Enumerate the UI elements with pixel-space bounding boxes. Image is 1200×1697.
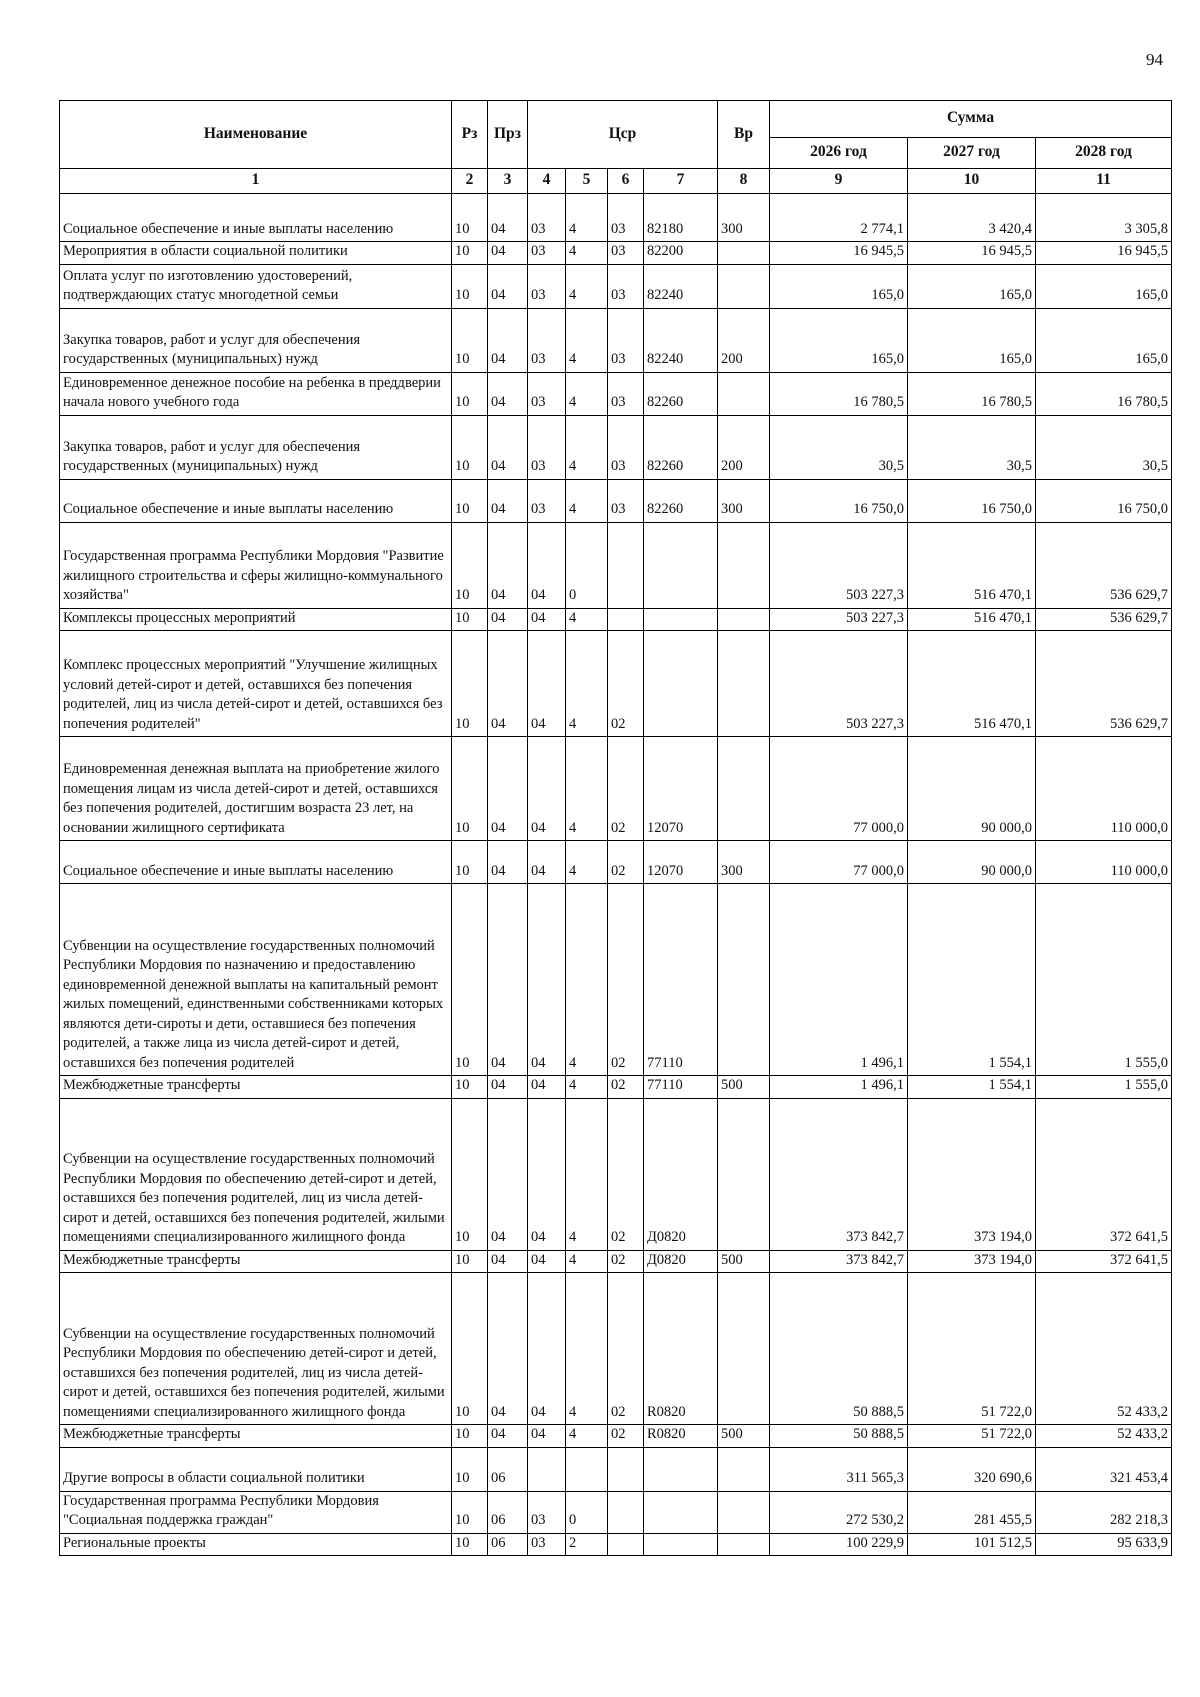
row-csr-1: 04 [528, 737, 566, 841]
table-row [60, 631, 1172, 737]
row-csr-3: 03 [608, 264, 644, 308]
row-vr [718, 1447, 770, 1491]
row-amount-2028: 52 433,2 [1036, 1273, 1172, 1425]
table-row [60, 1250, 1172, 1273]
row-amount-2027: 516 470,1 [908, 608, 1036, 631]
table-row [60, 522, 1172, 608]
table-row [60, 1491, 1172, 1533]
row-rz: 10 [452, 242, 488, 265]
row-prz: 04 [488, 1098, 528, 1250]
row-amount-2026: 1 496,1 [770, 884, 908, 1076]
row-rz: 10 [452, 841, 488, 884]
row-prz: 04 [488, 308, 528, 372]
row-rz: 10 [452, 415, 488, 479]
row-rz: 10 [452, 1076, 488, 1099]
row-prz: 04 [488, 479, 528, 522]
table-row [60, 479, 1172, 522]
row-csr-2: 4 [566, 1273, 608, 1425]
row-amount-2026: 16 780,5 [770, 372, 908, 415]
table-row [60, 1076, 1172, 1099]
row-amount-2026: 16 750,0 [770, 479, 908, 522]
row-amount-2027: 16 750,0 [908, 479, 1036, 522]
row-amount-2026: 165,0 [770, 308, 908, 372]
row-csr-4: R0820 [644, 1273, 718, 1425]
row-prz: 04 [488, 415, 528, 479]
row-amount-2027: 1 554,1 [908, 884, 1036, 1076]
row-prz: 04 [488, 1250, 528, 1273]
row-csr-4: 82260 [644, 415, 718, 479]
row-csr-4: 82180 [644, 194, 718, 242]
row-name: Социальное обеспечение и иные выплаты населению [60, 194, 452, 242]
row-rz: 10 [452, 1250, 488, 1273]
row-name: Комплекс процессных мероприятий "Улучшение жилищных условий детей-сирот и детей, оставшихся без попечения родителей, лиц из числа детей-сирот и детей, оставшихся без попечения родителей" [60, 631, 452, 737]
row-amount-2027: 90 000,0 [908, 737, 1036, 841]
row-csr-1: 04 [528, 841, 566, 884]
row-csr-3 [608, 1491, 644, 1533]
table-row [60, 194, 1172, 242]
row-amount-2026: 50 888,5 [770, 1273, 908, 1425]
row-csr-1: 04 [528, 1098, 566, 1250]
row-csr-2: 4 [566, 884, 608, 1076]
row-amount-2027: 90 000,0 [908, 841, 1036, 884]
row-csr-4: 82240 [644, 264, 718, 308]
row-name: Мероприятия в области социальной политики [60, 242, 452, 265]
row-vr: 200 [718, 415, 770, 479]
row-vr: 300 [718, 841, 770, 884]
row-csr-3: 02 [608, 737, 644, 841]
row-csr-3: 02 [608, 1250, 644, 1273]
row-rz: 10 [452, 522, 488, 608]
row-csr-2: 4 [566, 1425, 608, 1448]
row-vr: 500 [718, 1250, 770, 1273]
row-vr: 300 [718, 479, 770, 522]
col-number: 2 [452, 169, 488, 194]
row-name: Субвенции на осуществление государственных полномочий Республики Мордовия по обеспечению детей-сирот и детей, оставшихся без попечения родителей, лиц из числа детей-сирот и детей, оставшихся без попечения родителей, жилыми помещениями специализированного жилищного фонда [60, 1273, 452, 1425]
row-vr [718, 1273, 770, 1425]
row-csr-4: R0820 [644, 1425, 718, 1448]
row-csr-3: 02 [608, 841, 644, 884]
row-name: Закупка товаров, работ и услуг для обеспечения государственных (муниципальных) нужд [60, 415, 452, 479]
header-prz: Прз [488, 101, 528, 169]
row-csr-4: 82240 [644, 308, 718, 372]
row-csr-4: 12070 [644, 737, 718, 841]
row-prz: 06 [488, 1447, 528, 1491]
row-csr-3: 03 [608, 242, 644, 265]
page-number: 94 [1146, 50, 1163, 69]
row-csr-4 [644, 631, 718, 737]
row-csr-2: 0 [566, 522, 608, 608]
row-vr [718, 737, 770, 841]
row-prz: 04 [488, 522, 528, 608]
table-row [60, 308, 1172, 372]
row-csr-4: 12070 [644, 841, 718, 884]
row-csr-3: 02 [608, 631, 644, 737]
row-csr-3 [608, 1447, 644, 1491]
row-csr-2: 4 [566, 194, 608, 242]
row-csr-1: 04 [528, 1425, 566, 1448]
table-row [60, 884, 1172, 1076]
row-csr-4 [644, 1447, 718, 1491]
table-row [60, 1273, 1172, 1425]
row-csr-1: 04 [528, 1250, 566, 1273]
row-vr: 300 [718, 194, 770, 242]
row-prz: 06 [488, 1491, 528, 1533]
row-csr-1: 03 [528, 308, 566, 372]
row-amount-2027: 3 420,4 [908, 194, 1036, 242]
row-csr-4: 82260 [644, 479, 718, 522]
row-csr-2: 4 [566, 631, 608, 737]
row-vr: 500 [718, 1425, 770, 1448]
row-csr-1: 04 [528, 631, 566, 737]
row-amount-2028: 372 641,5 [1036, 1250, 1172, 1273]
row-amount-2028: 282 218,3 [1036, 1491, 1172, 1533]
row-amount-2026: 1 496,1 [770, 1076, 908, 1099]
col-number: 5 [566, 169, 608, 194]
row-csr-3: 02 [608, 1076, 644, 1099]
row-csr-2 [566, 1447, 608, 1491]
row-amount-2028: 372 641,5 [1036, 1098, 1172, 1250]
row-csr-2: 4 [566, 264, 608, 308]
header-year-2027: 2027 год [908, 138, 1036, 169]
row-csr-1: 03 [528, 1491, 566, 1533]
row-name: Единовременная денежная выплата на приобретение жилого помещения лицам из числа детей-сирот и детей, оставшихся без попечения родителей, достигшим возраста 23 лет, на основании жилищного сертификата [60, 737, 452, 841]
row-csr-2: 4 [566, 415, 608, 479]
row-amount-2026: 503 227,3 [770, 608, 908, 631]
col-number: 7 [644, 169, 718, 194]
row-csr-1: 03 [528, 242, 566, 265]
row-amount-2026: 30,5 [770, 415, 908, 479]
row-csr-3: 03 [608, 479, 644, 522]
table-row [60, 608, 1172, 631]
table-row [60, 1447, 1172, 1491]
row-csr-2: 4 [566, 1076, 608, 1099]
row-vr [718, 1533, 770, 1556]
row-amount-2026: 77 000,0 [770, 737, 908, 841]
row-csr-4: 82260 [644, 372, 718, 415]
row-amount-2028: 321 453,4 [1036, 1447, 1172, 1491]
row-amount-2028: 165,0 [1036, 308, 1172, 372]
row-name: Единовременное денежное пособие на ребенка в преддверии начала нового учебного года [60, 372, 452, 415]
row-rz: 10 [452, 1425, 488, 1448]
row-prz: 04 [488, 194, 528, 242]
row-name: Субвенции на осуществление государственных полномочий Республики Мордовия по назначению и предоставлению единовременной денежной выплаты на капитальный ремонт жилых помещений, единственными собственниками которых являются дети-сироты и дети, оставшиеся без попечения родителей, а также лица из числа детей-сирот и детей, оставшихся без попечения родителей [60, 884, 452, 1076]
row-csr-2: 4 [566, 479, 608, 522]
row-prz: 04 [488, 264, 528, 308]
row-name: Межбюджетные трансферты [60, 1250, 452, 1273]
row-csr-2: 0 [566, 1491, 608, 1533]
row-csr-4: Д0820 [644, 1250, 718, 1273]
col-number: 6 [608, 169, 644, 194]
row-rz: 10 [452, 631, 488, 737]
header-name: Наименование [60, 101, 452, 169]
row-name: Субвенции на осуществление государственных полномочий Республики Мордовия по обеспечению детей-сирот и детей, оставшихся без попечения родителей, лиц из числа детей-сирот и детей, оставшихся без попечения родителей, жилыми помещениями специализированного жилищного фонда [60, 1098, 452, 1250]
row-vr [718, 522, 770, 608]
col-number: 3 [488, 169, 528, 194]
row-csr-2: 4 [566, 608, 608, 631]
budget-table [59, 100, 1172, 1556]
row-amount-2027: 320 690,6 [908, 1447, 1036, 1491]
row-name: Социальное обеспечение и иные выплаты населению [60, 479, 452, 522]
row-prz: 04 [488, 1273, 528, 1425]
row-csr-3: 03 [608, 308, 644, 372]
row-rz: 10 [452, 372, 488, 415]
row-prz: 04 [488, 242, 528, 265]
row-prz: 06 [488, 1533, 528, 1556]
row-vr [718, 372, 770, 415]
row-rz: 10 [452, 737, 488, 841]
row-vr: 500 [718, 1076, 770, 1099]
col-number: 1 [60, 169, 452, 194]
row-csr-4 [644, 1533, 718, 1556]
row-vr [718, 608, 770, 631]
row-amount-2026: 16 945,5 [770, 242, 908, 265]
row-rz: 10 [452, 479, 488, 522]
header-year-2026: 2026 год [770, 138, 908, 169]
row-prz: 04 [488, 884, 528, 1076]
row-rz: 10 [452, 264, 488, 308]
row-csr-1: 04 [528, 522, 566, 608]
row-amount-2028: 95 633,9 [1036, 1533, 1172, 1556]
row-csr-3: 02 [608, 1273, 644, 1425]
table-row [60, 372, 1172, 415]
row-prz: 04 [488, 841, 528, 884]
row-csr-4: 82200 [644, 242, 718, 265]
row-vr [718, 631, 770, 737]
table-row [60, 264, 1172, 308]
row-rz: 10 [452, 194, 488, 242]
row-amount-2027: 373 194,0 [908, 1250, 1036, 1273]
row-csr-2: 4 [566, 1098, 608, 1250]
row-prz: 04 [488, 1076, 528, 1099]
row-amount-2027: 516 470,1 [908, 522, 1036, 608]
row-amount-2028: 110 000,0 [1036, 737, 1172, 841]
row-amount-2026: 50 888,5 [770, 1425, 908, 1448]
row-csr-2: 2 [566, 1533, 608, 1556]
row-amount-2027: 16 945,5 [908, 242, 1036, 265]
row-name: Государственная программа Республики Мордовия "Социальная поддержка граждан" [60, 1491, 452, 1533]
row-amount-2028: 1 555,0 [1036, 1076, 1172, 1099]
row-csr-1: 04 [528, 1273, 566, 1425]
table-row [60, 841, 1172, 884]
col-number: 8 [718, 169, 770, 194]
table-row [60, 1533, 1172, 1556]
row-amount-2028: 30,5 [1036, 415, 1172, 479]
row-csr-2: 4 [566, 372, 608, 415]
row-csr-1: 03 [528, 194, 566, 242]
header-year-2028: 2028 год [1036, 138, 1172, 169]
row-rz: 10 [452, 308, 488, 372]
row-csr-3: 02 [608, 1098, 644, 1250]
row-name: Социальное обеспечение и иные выплаты населению [60, 841, 452, 884]
row-csr-3 [608, 522, 644, 608]
row-name: Другие вопросы в области социальной политики [60, 1447, 452, 1491]
row-csr-1: 03 [528, 372, 566, 415]
row-amount-2026: 373 842,7 [770, 1098, 908, 1250]
row-csr-2: 4 [566, 308, 608, 372]
row-csr-3: 03 [608, 372, 644, 415]
row-csr-4 [644, 608, 718, 631]
row-rz: 10 [452, 1447, 488, 1491]
row-csr-1: 04 [528, 1076, 566, 1099]
header-vr: Вр [718, 101, 770, 169]
row-csr-3: 03 [608, 415, 644, 479]
row-csr-3: 02 [608, 884, 644, 1076]
row-amount-2028: 52 433,2 [1036, 1425, 1172, 1448]
row-amount-2027: 281 455,5 [908, 1491, 1036, 1533]
col-number: 10 [908, 169, 1036, 194]
table-row [60, 1425, 1172, 1448]
row-name: Государственная программа Республики Мордовия "Развитие жилищного строительства и сферы жилищно-коммунального хозяйства" [60, 522, 452, 608]
row-amount-2026: 100 229,9 [770, 1533, 908, 1556]
row-amount-2027: 165,0 [908, 264, 1036, 308]
row-vr [718, 264, 770, 308]
row-csr-3: 02 [608, 1425, 644, 1448]
row-name: Межбюджетные трансферты [60, 1425, 452, 1448]
col-number: 9 [770, 169, 908, 194]
row-amount-2028: 16 780,5 [1036, 372, 1172, 415]
row-csr-2: 4 [566, 737, 608, 841]
table-row [60, 737, 1172, 841]
row-amount-2028: 536 629,7 [1036, 522, 1172, 608]
row-amount-2026: 165,0 [770, 264, 908, 308]
table-row [60, 415, 1172, 479]
row-rz: 10 [452, 1273, 488, 1425]
row-amount-2027: 51 722,0 [908, 1273, 1036, 1425]
row-prz: 04 [488, 372, 528, 415]
row-csr-2: 4 [566, 841, 608, 884]
row-csr-4: 77110 [644, 1076, 718, 1099]
row-csr-2: 4 [566, 242, 608, 265]
row-name: Закупка товаров, работ и услуг для обеспечения государственных (муниципальных) нужд [60, 308, 452, 372]
table-body [60, 194, 1172, 1556]
row-amount-2028: 110 000,0 [1036, 841, 1172, 884]
row-csr-3 [608, 1533, 644, 1556]
row-rz: 10 [452, 1491, 488, 1533]
row-prz: 04 [488, 608, 528, 631]
row-rz: 10 [452, 1098, 488, 1250]
row-vr [718, 1491, 770, 1533]
row-amount-2026: 311 565,3 [770, 1447, 908, 1491]
row-name: Комплексы процессных мероприятий [60, 608, 452, 631]
row-amount-2027: 516 470,1 [908, 631, 1036, 737]
row-amount-2028: 3 305,8 [1036, 194, 1172, 242]
row-amount-2026: 272 530,2 [770, 1491, 908, 1533]
row-amount-2026: 503 227,3 [770, 631, 908, 737]
row-amount-2028: 536 629,7 [1036, 608, 1172, 631]
row-amount-2026: 373 842,7 [770, 1250, 908, 1273]
row-csr-1 [528, 1447, 566, 1491]
row-name: Региональные проекты [60, 1533, 452, 1556]
col-number: 4 [528, 169, 566, 194]
row-csr-4: 77110 [644, 884, 718, 1076]
col-number: 11 [1036, 169, 1172, 194]
row-vr [718, 1098, 770, 1250]
row-csr-4: Д0820 [644, 1098, 718, 1250]
row-amount-2028: 16 945,5 [1036, 242, 1172, 265]
row-amount-2028: 16 750,0 [1036, 479, 1172, 522]
row-amount-2027: 373 194,0 [908, 1098, 1036, 1250]
row-csr-2: 4 [566, 1250, 608, 1273]
row-csr-1: 03 [528, 1533, 566, 1556]
row-rz: 10 [452, 608, 488, 631]
row-csr-1: 03 [528, 415, 566, 479]
row-prz: 04 [488, 631, 528, 737]
row-csr-1: 03 [528, 479, 566, 522]
row-amount-2027: 101 512,5 [908, 1533, 1036, 1556]
row-rz: 10 [452, 884, 488, 1076]
row-prz: 04 [488, 1425, 528, 1448]
row-amount-2027: 1 554,1 [908, 1076, 1036, 1099]
row-amount-2027: 16 780,5 [908, 372, 1036, 415]
row-csr-3: 03 [608, 194, 644, 242]
row-csr-1: 04 [528, 608, 566, 631]
row-amount-2026: 2 774,1 [770, 194, 908, 242]
header-csr: Цср [528, 101, 718, 169]
row-amount-2028: 536 629,7 [1036, 631, 1172, 737]
row-csr-1: 03 [528, 264, 566, 308]
header-summa: Сумма [770, 101, 1172, 138]
row-amount-2028: 165,0 [1036, 264, 1172, 308]
row-amount-2027: 51 722,0 [908, 1425, 1036, 1448]
row-vr: 200 [718, 308, 770, 372]
row-csr-4 [644, 1491, 718, 1533]
row-amount-2027: 165,0 [908, 308, 1036, 372]
row-prz: 04 [488, 737, 528, 841]
row-amount-2028: 1 555,0 [1036, 884, 1172, 1076]
row-name: Оплата услуг по изготовлению удостоверений, подтверждающих статус многодетной семьи [60, 264, 452, 308]
header-rz: Рз [452, 101, 488, 169]
row-csr-1: 04 [528, 884, 566, 1076]
row-vr [718, 884, 770, 1076]
row-csr-3 [608, 608, 644, 631]
row-amount-2027: 30,5 [908, 415, 1036, 479]
row-vr [718, 242, 770, 265]
row-name: Межбюджетные трансферты [60, 1076, 452, 1099]
row-amount-2026: 77 000,0 [770, 841, 908, 884]
row-amount-2026: 503 227,3 [770, 522, 908, 608]
table-row [60, 242, 1172, 265]
table-row [60, 1098, 1172, 1250]
row-csr-4 [644, 522, 718, 608]
row-rz: 10 [452, 1533, 488, 1556]
table-header [60, 101, 1172, 194]
